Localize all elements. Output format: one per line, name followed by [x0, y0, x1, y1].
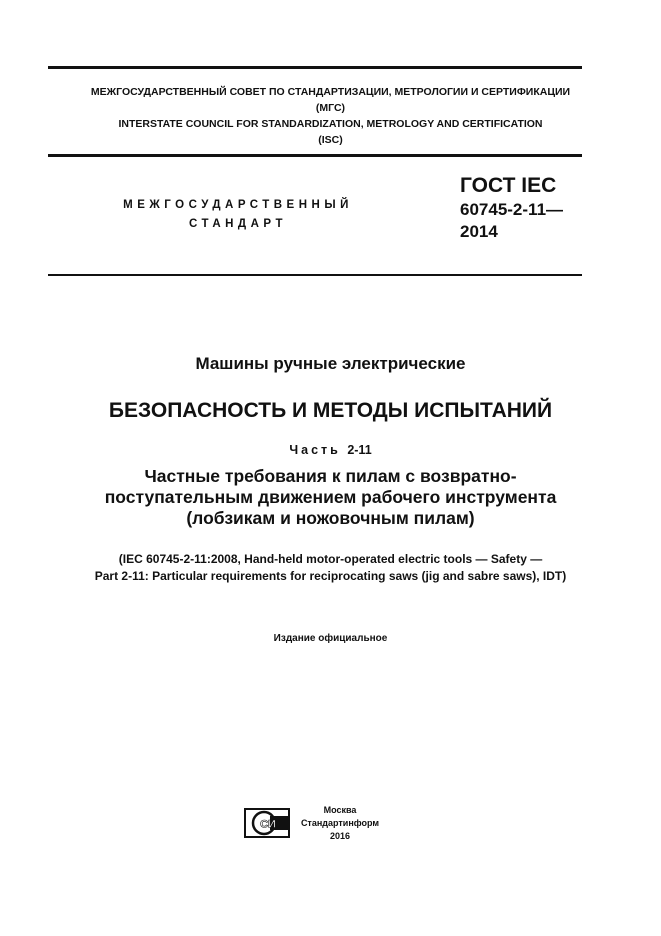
- standartinform-logo-icon: [244, 808, 290, 838]
- publisher-block: [300, 804, 380, 843]
- iec-line1: (IEC 60745-2-11:2008, Hand-held motor-operated electric tools — Safety —: [118, 552, 543, 566]
- council-rule: [48, 154, 582, 157]
- title-spec: [0, 466, 661, 529]
- standard-type-line1: МЕЖГОСУДАРСТВЕННЫЙ: [123, 199, 353, 211]
- standard-type: [48, 196, 428, 234]
- designation-line2: 60745-2-11—: [460, 200, 564, 219]
- logo-text: СИ: [260, 818, 276, 831]
- part-number: 2-11: [347, 443, 372, 457]
- title-safety: БЕЗОПАСНОСТЬ И МЕТОДЫ ИСПЫТАНИЙ: [108, 399, 553, 422]
- designation-line1: ГОСТ IEC: [460, 174, 557, 197]
- header-rule: [48, 274, 582, 276]
- part-word: Часть: [289, 443, 341, 457]
- council-en-name: INTERSTATE COUNCIL FOR STANDARDIZATION, METROLOGY AND CERTIFICATION: [118, 118, 543, 130]
- standard-designation: [460, 173, 563, 243]
- part-label: [0, 443, 661, 457]
- spec-line3: (лобзикам и ножовочным пилам): [186, 508, 475, 528]
- edition-label: Издание официальное: [273, 633, 388, 644]
- designation-line3: 2014: [460, 222, 498, 241]
- top-rule: [48, 66, 582, 69]
- publisher-city: Москва: [323, 805, 357, 815]
- council-en-abbr: (ISC): [318, 134, 343, 146]
- standard-type-line2: СТАНДАРТ: [189, 218, 287, 230]
- council-ru-name: МЕЖГОСУДАРСТВЕННЫЙ СОВЕТ ПО СТАНДАРТИЗАЦИИ, МЕТРОЛОГИИ И СЕРТИФИКАЦИИ: [90, 86, 571, 98]
- council-block: [0, 84, 661, 148]
- iec-reference: [0, 551, 661, 585]
- title-main: Машины ручные электрические: [195, 354, 466, 373]
- spec-line1: Частные требования к пилам с возвратно-: [144, 466, 517, 486]
- spec-line2: поступательным движением рабочего инструмента: [104, 487, 557, 507]
- council-ru-abbr: (МГС): [315, 102, 346, 114]
- publisher-name: Стандартинформ: [300, 818, 380, 828]
- publisher-year: 2016: [329, 831, 351, 841]
- iec-line2: Part 2-11: Particular requirements for reciprocating saws (jig and sabre saws), IDT): [94, 569, 567, 583]
